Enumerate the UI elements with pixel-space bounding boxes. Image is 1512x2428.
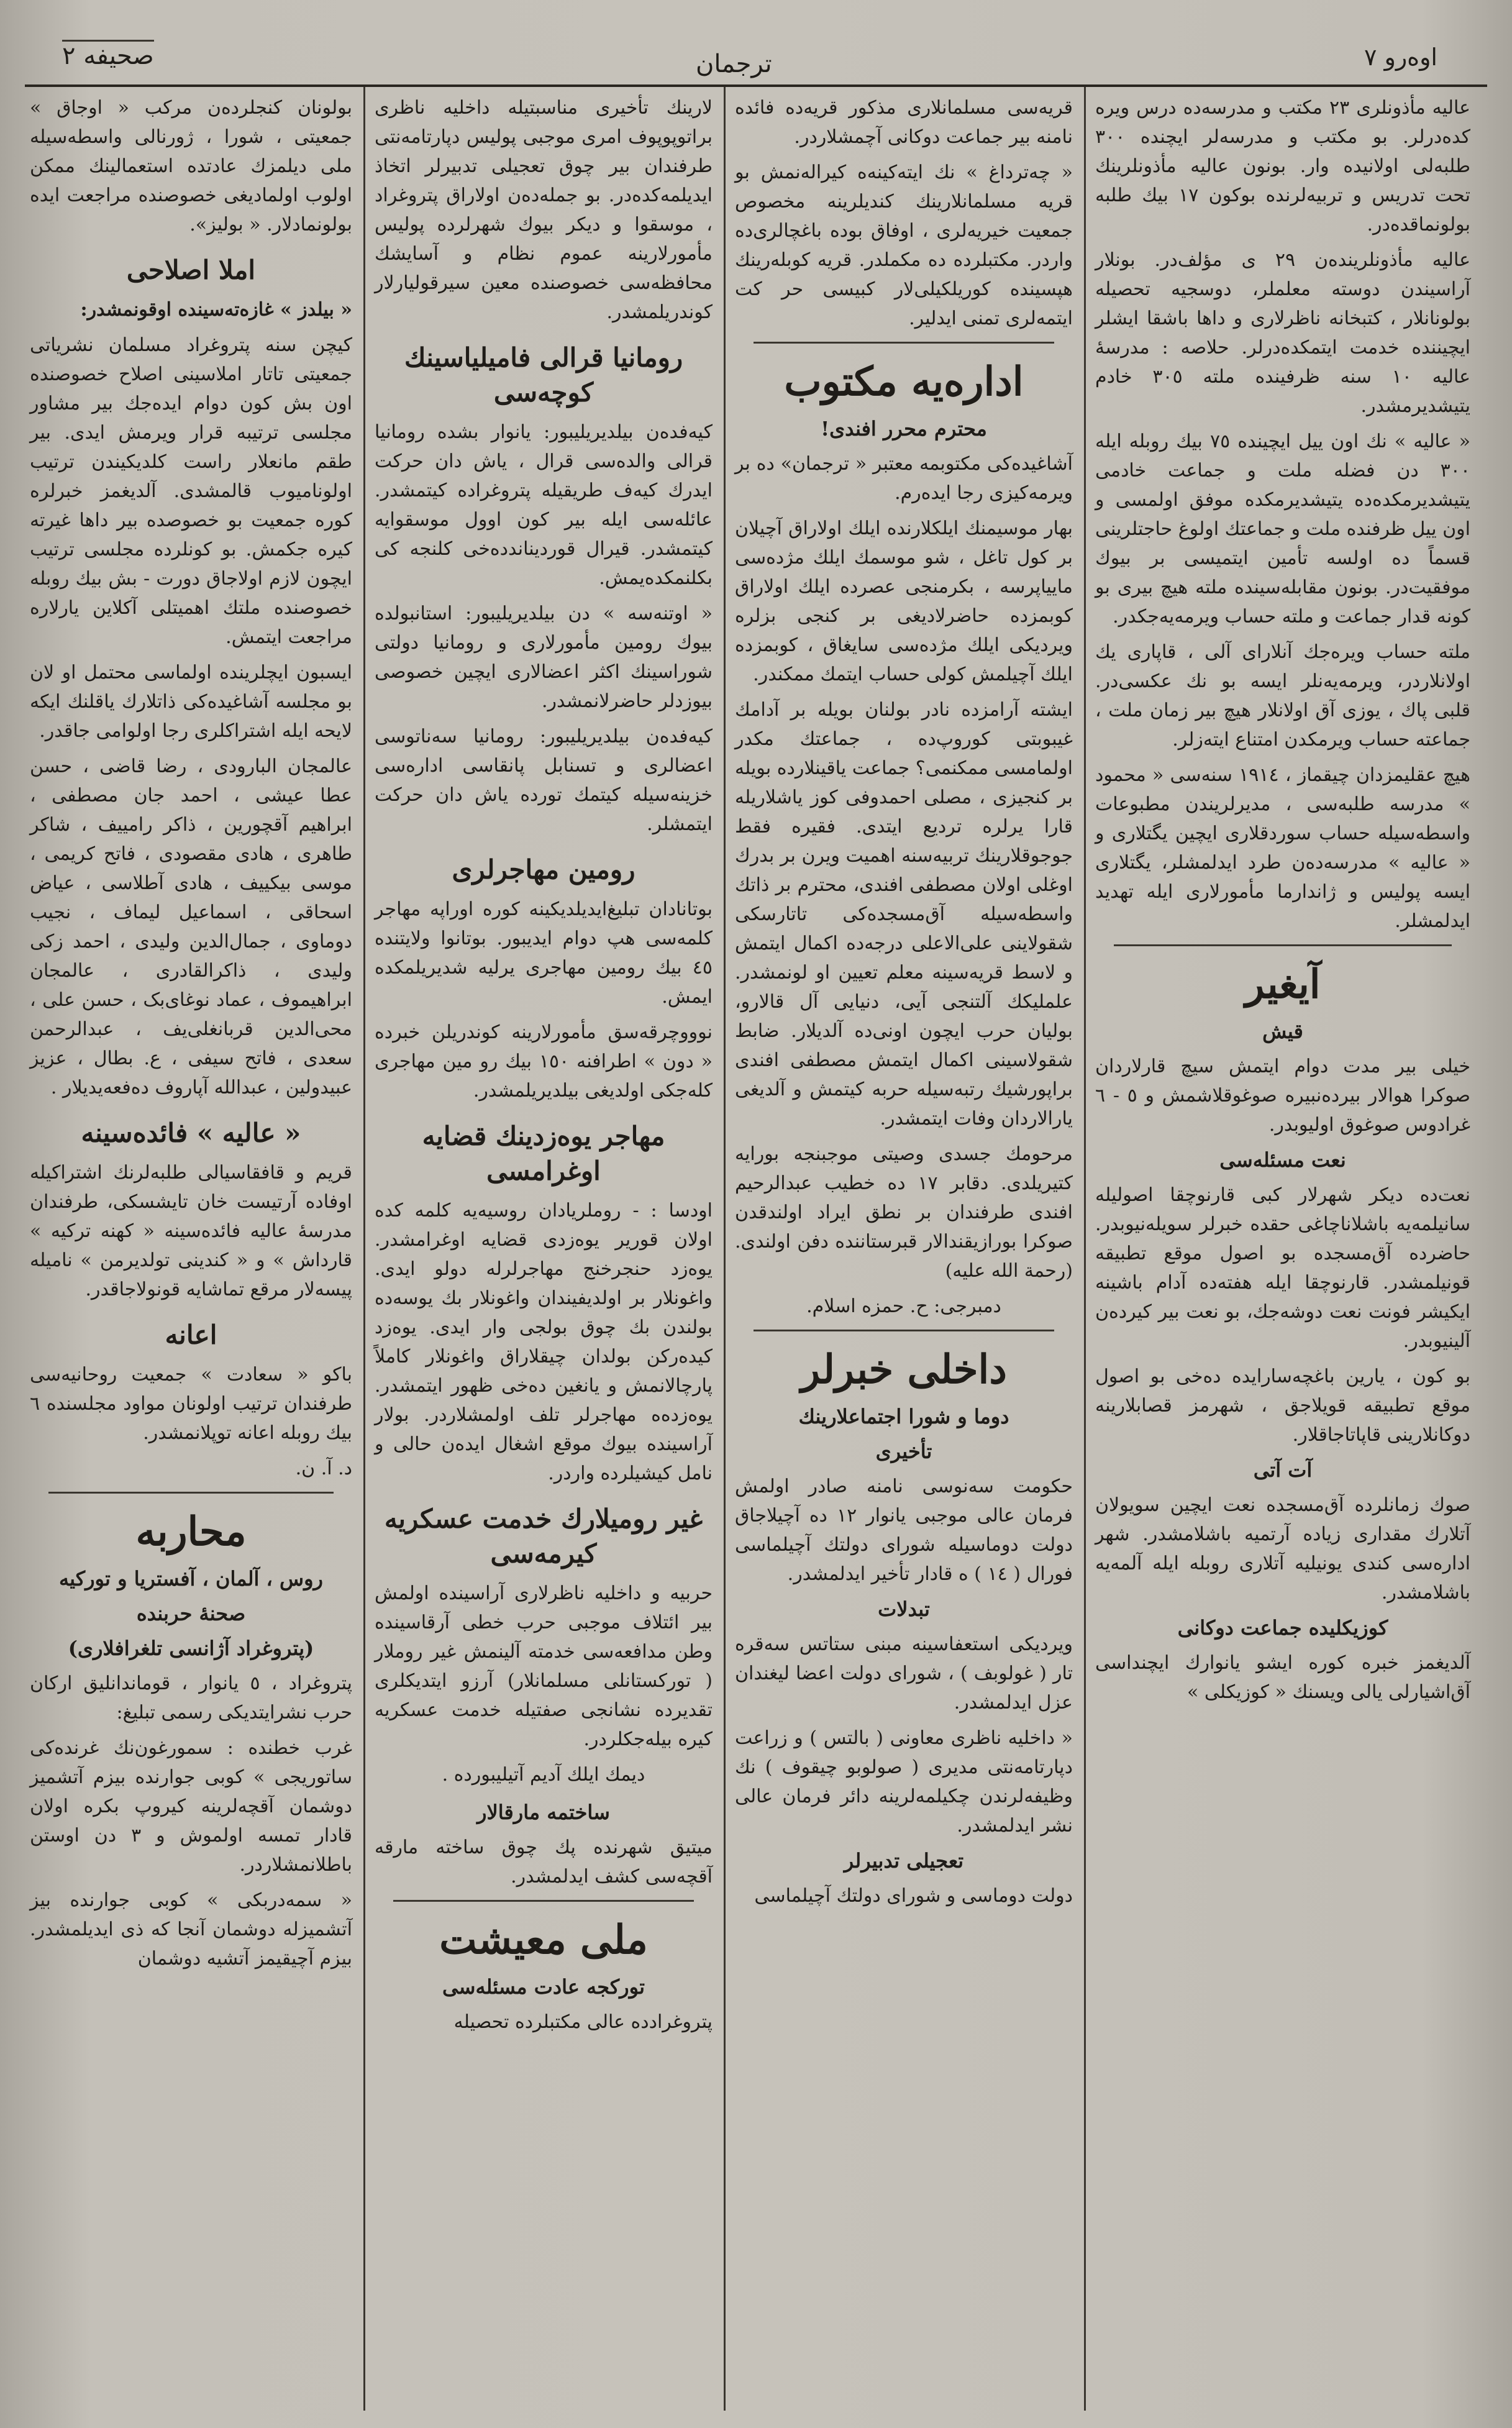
paragraph: بولونان کنجلرده‌ن مرکب « اوجاق » جمعیتی ، شورا ، ژورنالی واسطه‌سیله ملی دیلمزك عادتده استعمالینك ممکن اولوب اولمادیغی خصوصنده مراجعت ایده بولونمادلار. « بولیز».: [30, 97, 352, 235]
article-heading: دوما و شورا اجتماعلارینك: [798, 1405, 1009, 1428]
masthead-title: ترجمان: [696, 50, 772, 78]
page-header: [25, 25, 1487, 87]
section-heading: اداره‌یه مکتوب: [784, 358, 1024, 405]
page-number: صحیفه ٢: [62, 40, 154, 70]
initials: د. آ. ن.: [295, 1458, 352, 1479]
signature: دمبرجی: ح. حمزه اسلام.: [806, 1295, 1001, 1317]
paragraph: ایسبون ایچلرینده اولماسی محتمل او لان بو مجلسه آشاغیده‌کی ذاتلارك یاقلنك ایکه لایحه ایله اشتراکلری رجا اولوامی جاقدر.: [30, 662, 352, 742]
article-heading: قیش: [1262, 1020, 1303, 1043]
article-heading: مهاجر یوه‌زدینك قضایه اوغرامسی: [422, 1121, 665, 1186]
article-heading: املا اصلاحی: [126, 255, 256, 285]
article-heading: نعت مسئله‌سی: [1219, 1148, 1346, 1172]
paragraph: ویردیکی استعفاسینه مبنی ستاتس سه‌قره تار ( غولوبف ) ، شورای دولت اعضا لیغندان عزل ایدلمشدر.: [735, 1633, 1073, 1714]
header-rule: [25, 84, 1487, 87]
paragraph: دولت دوماسی و شورای دولتك آچیلماسی: [754, 1885, 1073, 1907]
article-heading: کوزیکلیده جماعت دوکانی: [1177, 1616, 1388, 1640]
article-subheading: صحنهٔ حربنده: [136, 1602, 246, 1625]
paragraph: هیچ عقلیمزدان چیقماز ، ١٩١٤ سنه‌سی « محمود » مدرسه طلبه‌سی ، مدیرلریندن مطبوعات واسطه‌سیله حساب سوردقلاری ایچین یگتلاری و « عالیه » مدرسه‌ده‌ن طرد ایدلمشلر، یگتلاری ایسه پولیس و ژاندارما مأمورلاری ایله تهدید ایدلمشلر.: [1095, 764, 1470, 932]
paragraph: آشاغیده‌کی مکتوبمه معتبر « ترجمان» ده‌ بر ویرمه‌کیزی رجا ایده‌رم.: [735, 453, 1073, 504]
paragraph: « اوتنه‌سه » دن بیلدیریلیبور: استانبولده بیوك رومین مأمورلاری و رومانیا دولتی شوراسینك اکثر اعضالاری ایچین خصوصی بیوزدلر حاضرلانمشدر.: [375, 603, 713, 712]
section-rule: [1114, 944, 1452, 946]
article-subheading: تأخیری: [875, 1440, 932, 1463]
paragraph: « داخلیه ناظری معاونی ( بالتس ) و زراعت دپارتامه‌نتی مدیری ( صولوبو چیقوف ) نك وظیفه‌لرندن چکیلمه‌لرینه دائر فرمان عالی نشر ایدلمشدر.: [735, 1727, 1073, 1837]
column-4: [19, 93, 363, 2404]
paragraph: « سمه‌دربکی » کوبی جوارنده بیز آتشمیزله دوشمان آنجا که ذی ایدیلمشدر. بیزم آچیقیمز آتشیه دوشمان: [30, 1889, 352, 1969]
paragraph: حکومت سه‌نوسی نامنه صادر اولمش فرمان عالی موجبی یانوار ١٢ ده آچیلاجاق دولت دوماسیله شورای دولتك آچیلماسی فورال ( ١٤ ) ه قادار تأخیر ایدلمشدر.: [735, 1476, 1073, 1585]
column-3: [363, 93, 724, 2404]
source-line: « بیلدز » غازه‌ته‌سینده اوقونمشدر:: [80, 299, 352, 321]
paragraph: نوووچرقه‌سق مأمورلارینه کوندریلن خبرده « دون » اطرافنه ١٥٠ بیك رو مین مهاجری کله‌جکی اولدیغی بیلدیریلمشدر.: [375, 1021, 713, 1102]
paragraph: صوك زمانلرده آق‌مسجده نعت ایچین سویولان آتلارك مقداری زیاده آرتمیه باشلامشدر. شهر اداره‌سی کندی یونیلیه آتلاری روبله ایله آلمه‌یه باشلامشدر.: [1095, 1494, 1470, 1604]
paragraph: ایشته آرامزده نادر بولنان بویله بر آدامك غیبوبتی کوروپ‌ده ، جماعتك مکدر اولمامسی ممکنمی؟ جماعت یاقینلارده بویله بر کنجیزی ، مصلی احمدوفی کوز یاشلاریله قارا یرلره تردیع ایتدی. فقیره فقط جوجوقلارینك تربیه‌سنه اهمیت ویرن بر بدرك اوغلی اولان مصطفی افندی، محترم بر ذاتك واسطه‌سیله آق‌مسجده‌کی تاتارسکی شقولاینی علی‌الاعلی درجه‌ده اکمال ایتمش و لاسط قریه‌سینه معلم تعیین او لونمشدر. علملیکك آلتنجی آیی، دنیایی آل قالارو، بولیان حرب ایچون اونی‌ده آلدیلار. ضابط شقولاسینی اکمال ایتمش مصطفی افندی براپورشیك رتبه‌سیله حربه کیتمش و آلدیغی یارالاردان وفات ایتمشدر.: [735, 699, 1073, 1130]
section-rule: [393, 1900, 694, 1902]
paragraph: بو کون ، یارین باغچه‌سارایده ده‌خی بو اصول موقع تطبیقه قویلاجق ، شهرمز قصابلارینه دوکانلارینی قاپاتاجاقلار.: [1095, 1366, 1470, 1446]
paragraph: خیلی بیر مدت دوام ایتمش سیچ قارلاردان صوکرا هوالار بیرده‌نبیره صوغوقلاشمش و ٥ - ٦ غرادوس صوغوق اولیوبدر.: [1095, 1056, 1470, 1136]
paragraph: حربیه و داخلیه ناظرلاری آراسینده اولمش بیر ائتلاف موجبی حرب خطی آرقاسینده وطن مدافعه‌سی خدمته آلینمش غیر روملار ( تورکستانلی مسلمانلار) آرزو ایتدیکلری تقدیرده نشانجی صفتیله خدمت عسکریه کیره بیله‌جکلردر.: [375, 1582, 713, 1750]
section-heading: محاربه: [135, 1508, 247, 1555]
article-heading: رومین مهاجرلری: [452, 854, 635, 885]
closing-line: دیمك ایلك آدیم آتیلیبورده .: [442, 1764, 645, 1786]
paragraph: باکو « سعادت » جمعیت روحانیه‌سی طرفندان ترتیب اولونان مواود مجلسنده ٦ بیك روبله اعانه توپلانمشدر.: [30, 1364, 352, 1444]
paragraph: اودسا : - روملریادان روسیه‌یه کلمه کده اولان قوریر یوه‌زدی قضایه اوغرامشدر. یوه‌زد حنجرخنج مهاجرلرله دولو ایدی. واغونلار بر اولدیفیندان واغونلار بك یوسه‌ده بولندن بك چوق بولجی وار ایدی. یوه‌زد کیده‌رکن بولدان چیقلاراق واغونلار کاملاً پارچالانمش و یانغین ده‌خی ظهور ایتمشدر. یوه‌زده‌ه مهاجرلر تلف اولمشلاردر. بولار آراسینده بیوك موقع اشغال ایده‌ن حالی و نامل کیشیلرده واردر.: [375, 1200, 713, 1484]
article-heading: آت آتی: [1253, 1458, 1313, 1482]
paragraph: بهار موسیمنك ایلکلارنده ایلك اولاراق آچیلان بر کول تاغل ، شو موسمك ایلك مژده‌سی ماییاپرسه ، بکرمنجی عصرده ایلك اولاراق کوبمزده حاضرلادیغی بر کنجی بزلره ویردیکی ایلك مژده‌سی سایغاق ، کوبمزده ایلك آچیلمش کولی حساب ایتمك ممکندر.: [735, 518, 1073, 685]
section-rule: [754, 1330, 1054, 1331]
paragraph: میتیق شهرنده پك چوق ساخته مارقه آقچه‌سی کشف ایدلمشدر.: [375, 1837, 713, 1887]
names-list: عالمجان البارودی ، رضا قاضی ، حسن عطا عیشی ، احمد جان مصطفی ، ابراهیم آقچورین ، ذاکر رامییف ، شاکر طاهری ، هادی مقصودی ، فاتح کریمی ، موسی بیکییف ، هادی آطلاسی ، عیاض اسحاقی ، اسماعیل لیماف ، نجیب دوماوی ، جمال‌الدین ولیدی ، احمد زکی ولیدی ، ذاکرالقادری ، عالمجان ابراهیموف ، عماد نوغای‌بک ، حسن علی ، محی‌الدین قربانغلی‌یف ، عبدالرحمن سعدی ، فاتح سیفی ، ع. بطال ، عزیز عبیدولین ، عبدالله آپاروف ده‌فعه‌یدیلار .: [30, 755, 352, 1098]
column-1: [1084, 93, 1482, 2404]
article-heading: تورکجه عادت مسئله‌سی: [442, 1975, 645, 1999]
section-heading: ملی معیشت: [439, 1917, 648, 1963]
paragraph: نعت‌ده دیکر شهرلار کبی قارنوچقا اصولیله سانیلمه‌یه باشلاناچاغی حقده خبرلر سویله‌نیوبدر. حاضرده آق‌مسجده بو اصول موقع تطبیقه قونیلمشدر. قارنوچقا ایله هفته‌ده آدام باشینه ایکیشر فونت نعت دوشه‌جك، بو نعت بیر کیرده‌ن آلینیوبدر.: [1095, 1184, 1470, 1352]
paragraph: لارینك تأخیری مناسبتیله داخلیه ناظری براتوپوپوف امری موجبی پولیس دپارتامه‌نتی طرفندان بیر چوق تعجیلی تدبیرلر اتخاذ ایدیلمه‌کده‌در. بو جمله‌ده‌ن اولاراق پتروغراد ، موسقوا و دیکر بیوك شهرلرده پولیس مأمورلارینه عموم نظام و آسایشك محافظه‌سی خصوصنده معین سیرقولیارلار کوندریلمشدر.: [375, 97, 713, 323]
paragraph: بوتانادان تبلیغ‌ایدیلدیکینه کوره اوراپه مهاجر کلمه‌سی هپ دوام ایدیبور. بوتانوا ولایتنده ٤٥ بیك رومین مهاجری یرلیه شدیریلمکده ایمش.: [375, 898, 713, 1008]
paragraph: عالیه مأذونلرینده‌ن ٢٩ ی مؤلف‌در. بونلار آراسیندن دوسته معلملر، دوسجیه تحصیله بولونانلار ، کتبخانه ناظرلاری و داها باشقا ایشلر ایچیننده خدمت ایتمکده‌درلر. حلاصه : مدرسهٔ عالیه ١٠ سنه ظرفینده ملته ٣٠٥ خادم یتیشدیرمشدر.: [1095, 249, 1470, 417]
article-heading: اعانه: [165, 1320, 217, 1350]
salutation: محترم محرر افندی!: [821, 417, 987, 440]
column-2: [724, 93, 1084, 2404]
article-heading: ساختمه مارقالار: [477, 1800, 610, 1824]
paragraph: آلدیغمز خبره کوره ایشو یانوارك ایچنداسی آق‌اشیارلی یالی ویسنك « کوزیکلی »: [1095, 1652, 1470, 1703]
section-rule: [48, 1492, 334, 1494]
article-heading: روس ، آلمان ، آفستریا و تورکیه: [59, 1567, 323, 1591]
paragraph: کیه‌فده‌ن بیلدیریلیبور: یانوار بشده رومانیا قرالی والده‌سی قرال ، یاش دان حرکت ایدرك کیه‌ف طریقیله پتروغراده کیتمشدر. عائله‌سی ایله بیر کون اوول موسقوایه کیتمشدر. قیرال قوردیناندده‌خی کلنجه کی بکلنمکده‌یمش.: [375, 421, 713, 589]
section-heading: داخلی خبرلر: [801, 1346, 1007, 1393]
issue-label: اوه‌رو ٧: [1364, 43, 1437, 71]
paragraph: « عالیه » نك اون ییل ایچینده ٧٥ بیك روبله ایله ٣٠٠ دن فضله ملت و جماعت خادمی یتیشدیرمکده‌ده یتیشدیرمکده موفق اولمسی و اون ییل ظرفنده ملت و جماعتك اولوغ حاجتلرینی قسماً ده اولسه تأمین ایتمیسی بر بیوك موفقیت‌در. بونون مقابله‌سینده ملته هیچ بیری بو کونه قدار جماعت و ملته حساب ویرمه‌یه‌جکدر.: [1095, 431, 1470, 628]
paragraph: غرب خطنده : سمورغون‌نك غرنده‌کی ساتوریجی » کوبی جوارنده بیزم آتشمیز دوشمان آقچه‌لرینه کیروپ بکره اولان قادار تمسه اولموش و ٣ دن اوستن باطلانمشلاردر.: [30, 1737, 352, 1876]
paragraph: قریه‌سی مسلمانلاری مذکور قریه‌ده فائده نامنه بیر جماعت دوکانی آچمشلاردر.: [735, 97, 1073, 148]
paragraph: عالیه مأذونلری ٢٣ مکتب و مدرسه‌ده درس ویره کده‌درلر. بو مکتب و مدرسه‌لر ایچنده ٣٠٠ طلبه‌لی اولانیده وار. بونون عالیه مأذونلرینك تحت تدریس و تربیه‌لرنده بوکون ١٧ بیك طلبه بولونماقده‌در.: [1095, 97, 1471, 235]
paragraph: پتروغرادده عالی مکتبلرده تحصیله: [453, 2011, 713, 2033]
article-heading: رومانیا قرالی فامیلیاسینك کوچه‌سی: [404, 342, 683, 408]
article-heading: تبدلات: [878, 1597, 930, 1621]
article-heading: « عالیه » فائده‌سینه: [81, 1118, 301, 1148]
paragraph: ملته حساب ویره‌جك آنلارای آلی ، قاپاری یك اولانلاردر، ویرمه‌یه‌نلر ایسه بو نك عکسی‌در. قلبی پاك ، یوزی آق اولانلار هیچ بیر زمان ملت ، جماعته حساب ویرمکدن امتناع ایته‌زلر.: [1095, 641, 1470, 751]
section-rule: [754, 342, 1054, 344]
article-subheading: (پتروغراد آژانسی تلغرافلاری): [68, 1636, 314, 1660]
article-heading: تعجیلی تدبیرلر: [844, 1849, 964, 1873]
section-heading: آیغیر: [1245, 961, 1321, 1008]
article-heading: غیر رومیلارك خدمت عسکریه کیرمه‌سی: [384, 1504, 703, 1569]
paragraph: مرحومك جسدی وصیتی موجبنجه بورایه کتیریلدی. دقابر ١٧ ده خطیب عبدالرحیم افندی طرفندان بر نطق ایراد اولندقدن صوکرا بورازیقندالار قبرستاننده دفن اولندی. (رحمة الله علیه): [735, 1143, 1073, 1282]
paragraph: پتروغراد ، ٥ یانوار ، قوماندانلیق ارکان حرب نشرایتدیکی رسمی تبلیغ:: [30, 1673, 352, 1723]
paragraph: کیچن سنه پتروغراد مسلمان نشریاتی جمعیتی تاتار املاسینی اصلاح خصوصنده اون بش کون دوام ایده‌جك بیر مشاور مجلسی ترتیبه قرار ویرمش ایدی. بیر طقم مانعلار راست کلدیکیندن ترتیب اولونامیوب قالمشدی. آلدیغمز خبرلره کوره جمعیت بو خصوصده بیر داها غیرته کیره جکمش. بو کونلرده مجلسی ترتیب ایچون لازم اولاجاق دورت - بش بیك روبله خصوصنده ملتك اهمیتلی آکلاین یارلاره مراجعت ایتمش.: [30, 334, 352, 648]
paragraph: قریم و قافقاسیالی طلبه‌لرنك اشتراکیله اوفاده آرتیست خان تایشسکی، طرفندان مدرسهٔ عالیه فائده‌سینه « کهنه ترکیه » قارداش » و « کندینی تولدیرمن » نامیله پیسه‌لار مرقع تماشایه قونولاجاقدر.: [30, 1162, 352, 1300]
paragraph: کیه‌فده‌ن بیلدیریلیبور: رومانیا سه‌ناتوسی اعضالری و تسنابل پانقاسی اداره‌سی خزینه‌سیله کیتمك تورده یاش دان حرکت ایتمشلر.: [375, 726, 713, 835]
paragraph: « چه‌ترداغ » نك ایته‌کینه‌ه کیراله‌نمش بو قریه مسلمانلارینك کندیلرینه مخصوص جمعیت خیریه‌لری ، اوفاق بوده باغچالری‌ده واردر. مکتبلرده ده‌ مکملدر. قریه کوبله‌رینك هپسینده کوریلکیلی‌لار کبیسی حر کت ایتمه‌لری تمنی ایدلیر.: [735, 162, 1073, 329]
